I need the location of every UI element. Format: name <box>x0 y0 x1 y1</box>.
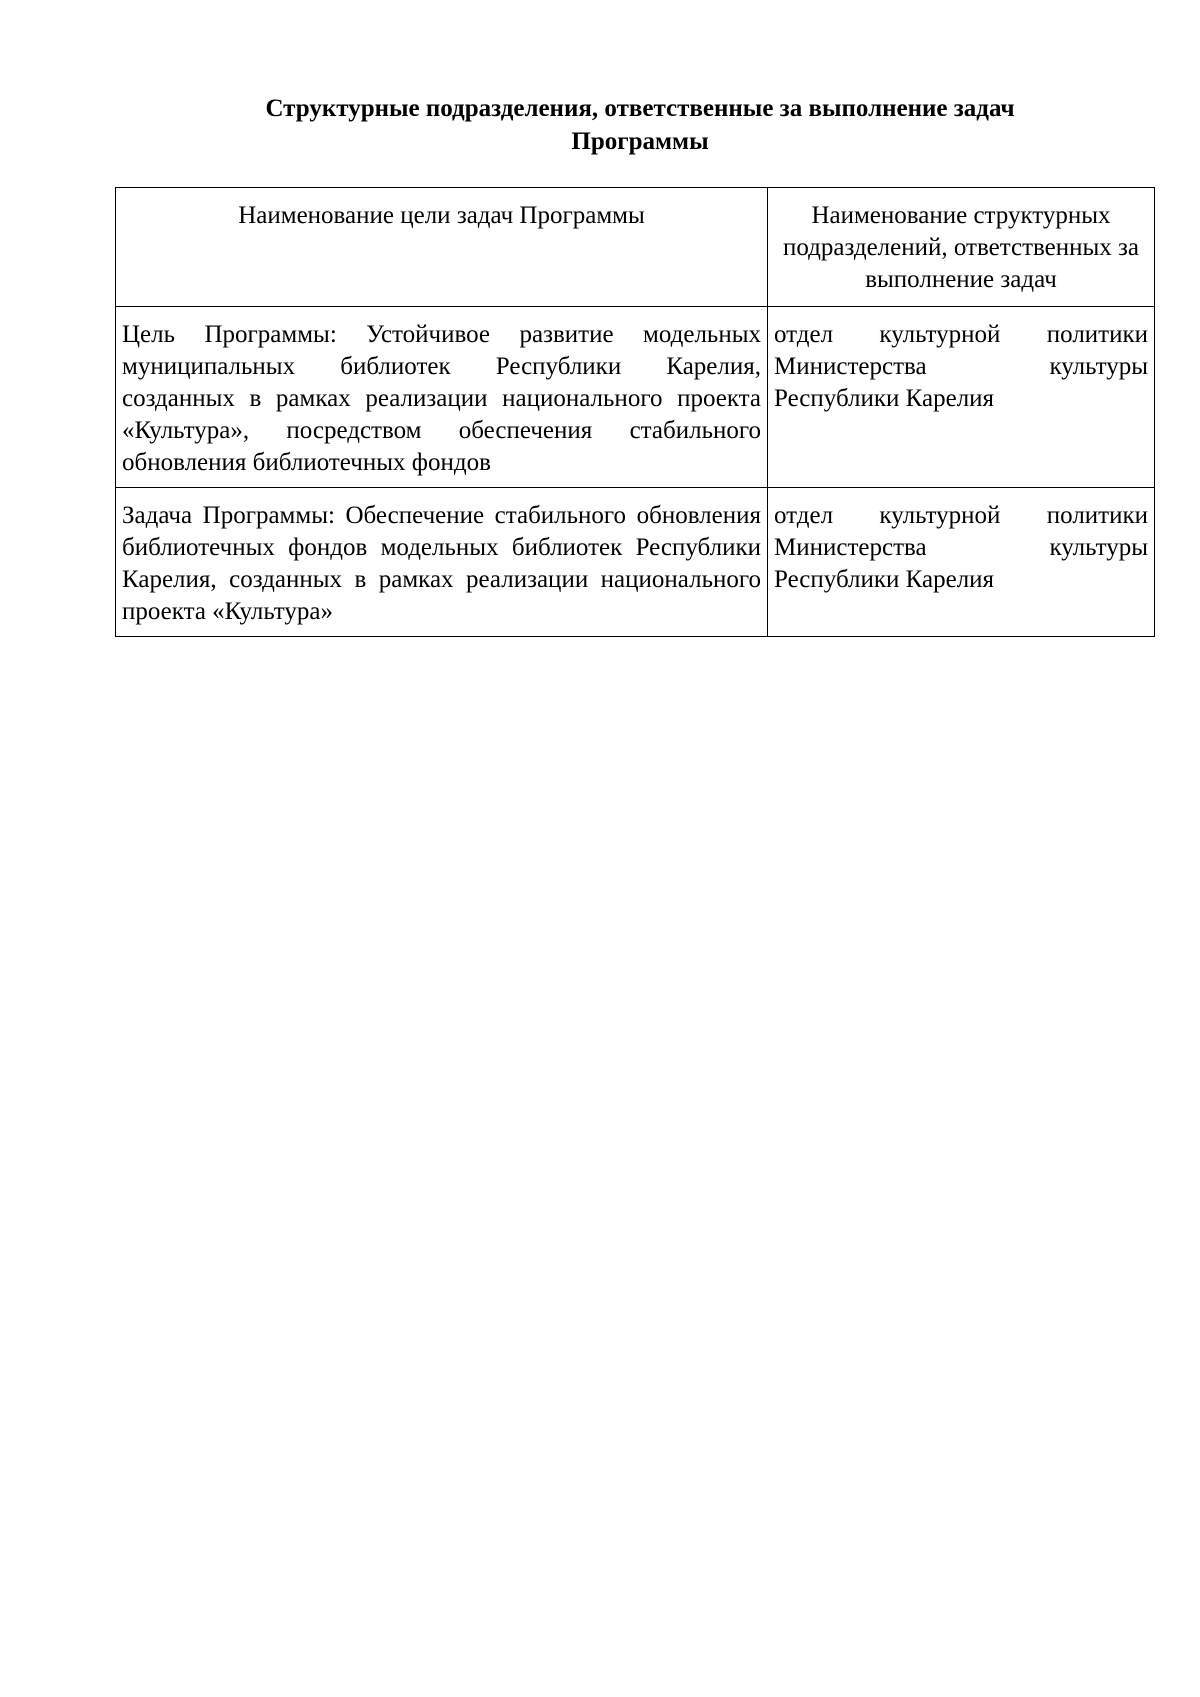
task-cell: Задача Программы: Обеспечение стабильного обновления библиотечных фондов модельных библиотек Республики Карелия, созданных в рамках реализации национального проекта «Культура» <box>116 488 768 637</box>
document-title-line: Программы <box>571 128 709 155</box>
responsible-unit-cell: отдел культурной политики Министерства культуры Республики Карелия <box>768 488 1155 637</box>
goal-cell: Цель Программы: Устойчивое развитие модельных муниципальных библиотек Республики Карелия, созданных в рамках реализации национального проекта «Культура», посредством обеспечения стабильного обновления библиотечных фондов <box>116 307 768 488</box>
document-title-line: Структурные подразделения, ответственные за выполнение задач <box>265 95 1015 122</box>
responsible-unit-cell: отдел культурной политики Министерства культуры Республики Карелия <box>768 307 1155 488</box>
header-responsible-units: Наименование структурных подразделений, ответственных за выполнение задач <box>768 188 1155 307</box>
document-title <box>140 92 1140 158</box>
header-goal-tasks: Наименование цели задач Программы <box>116 188 768 307</box>
table-row <box>116 488 1155 637</box>
table-row <box>116 307 1155 488</box>
table-header-row <box>116 188 1155 307</box>
responsibility-table <box>115 187 1155 637</box>
